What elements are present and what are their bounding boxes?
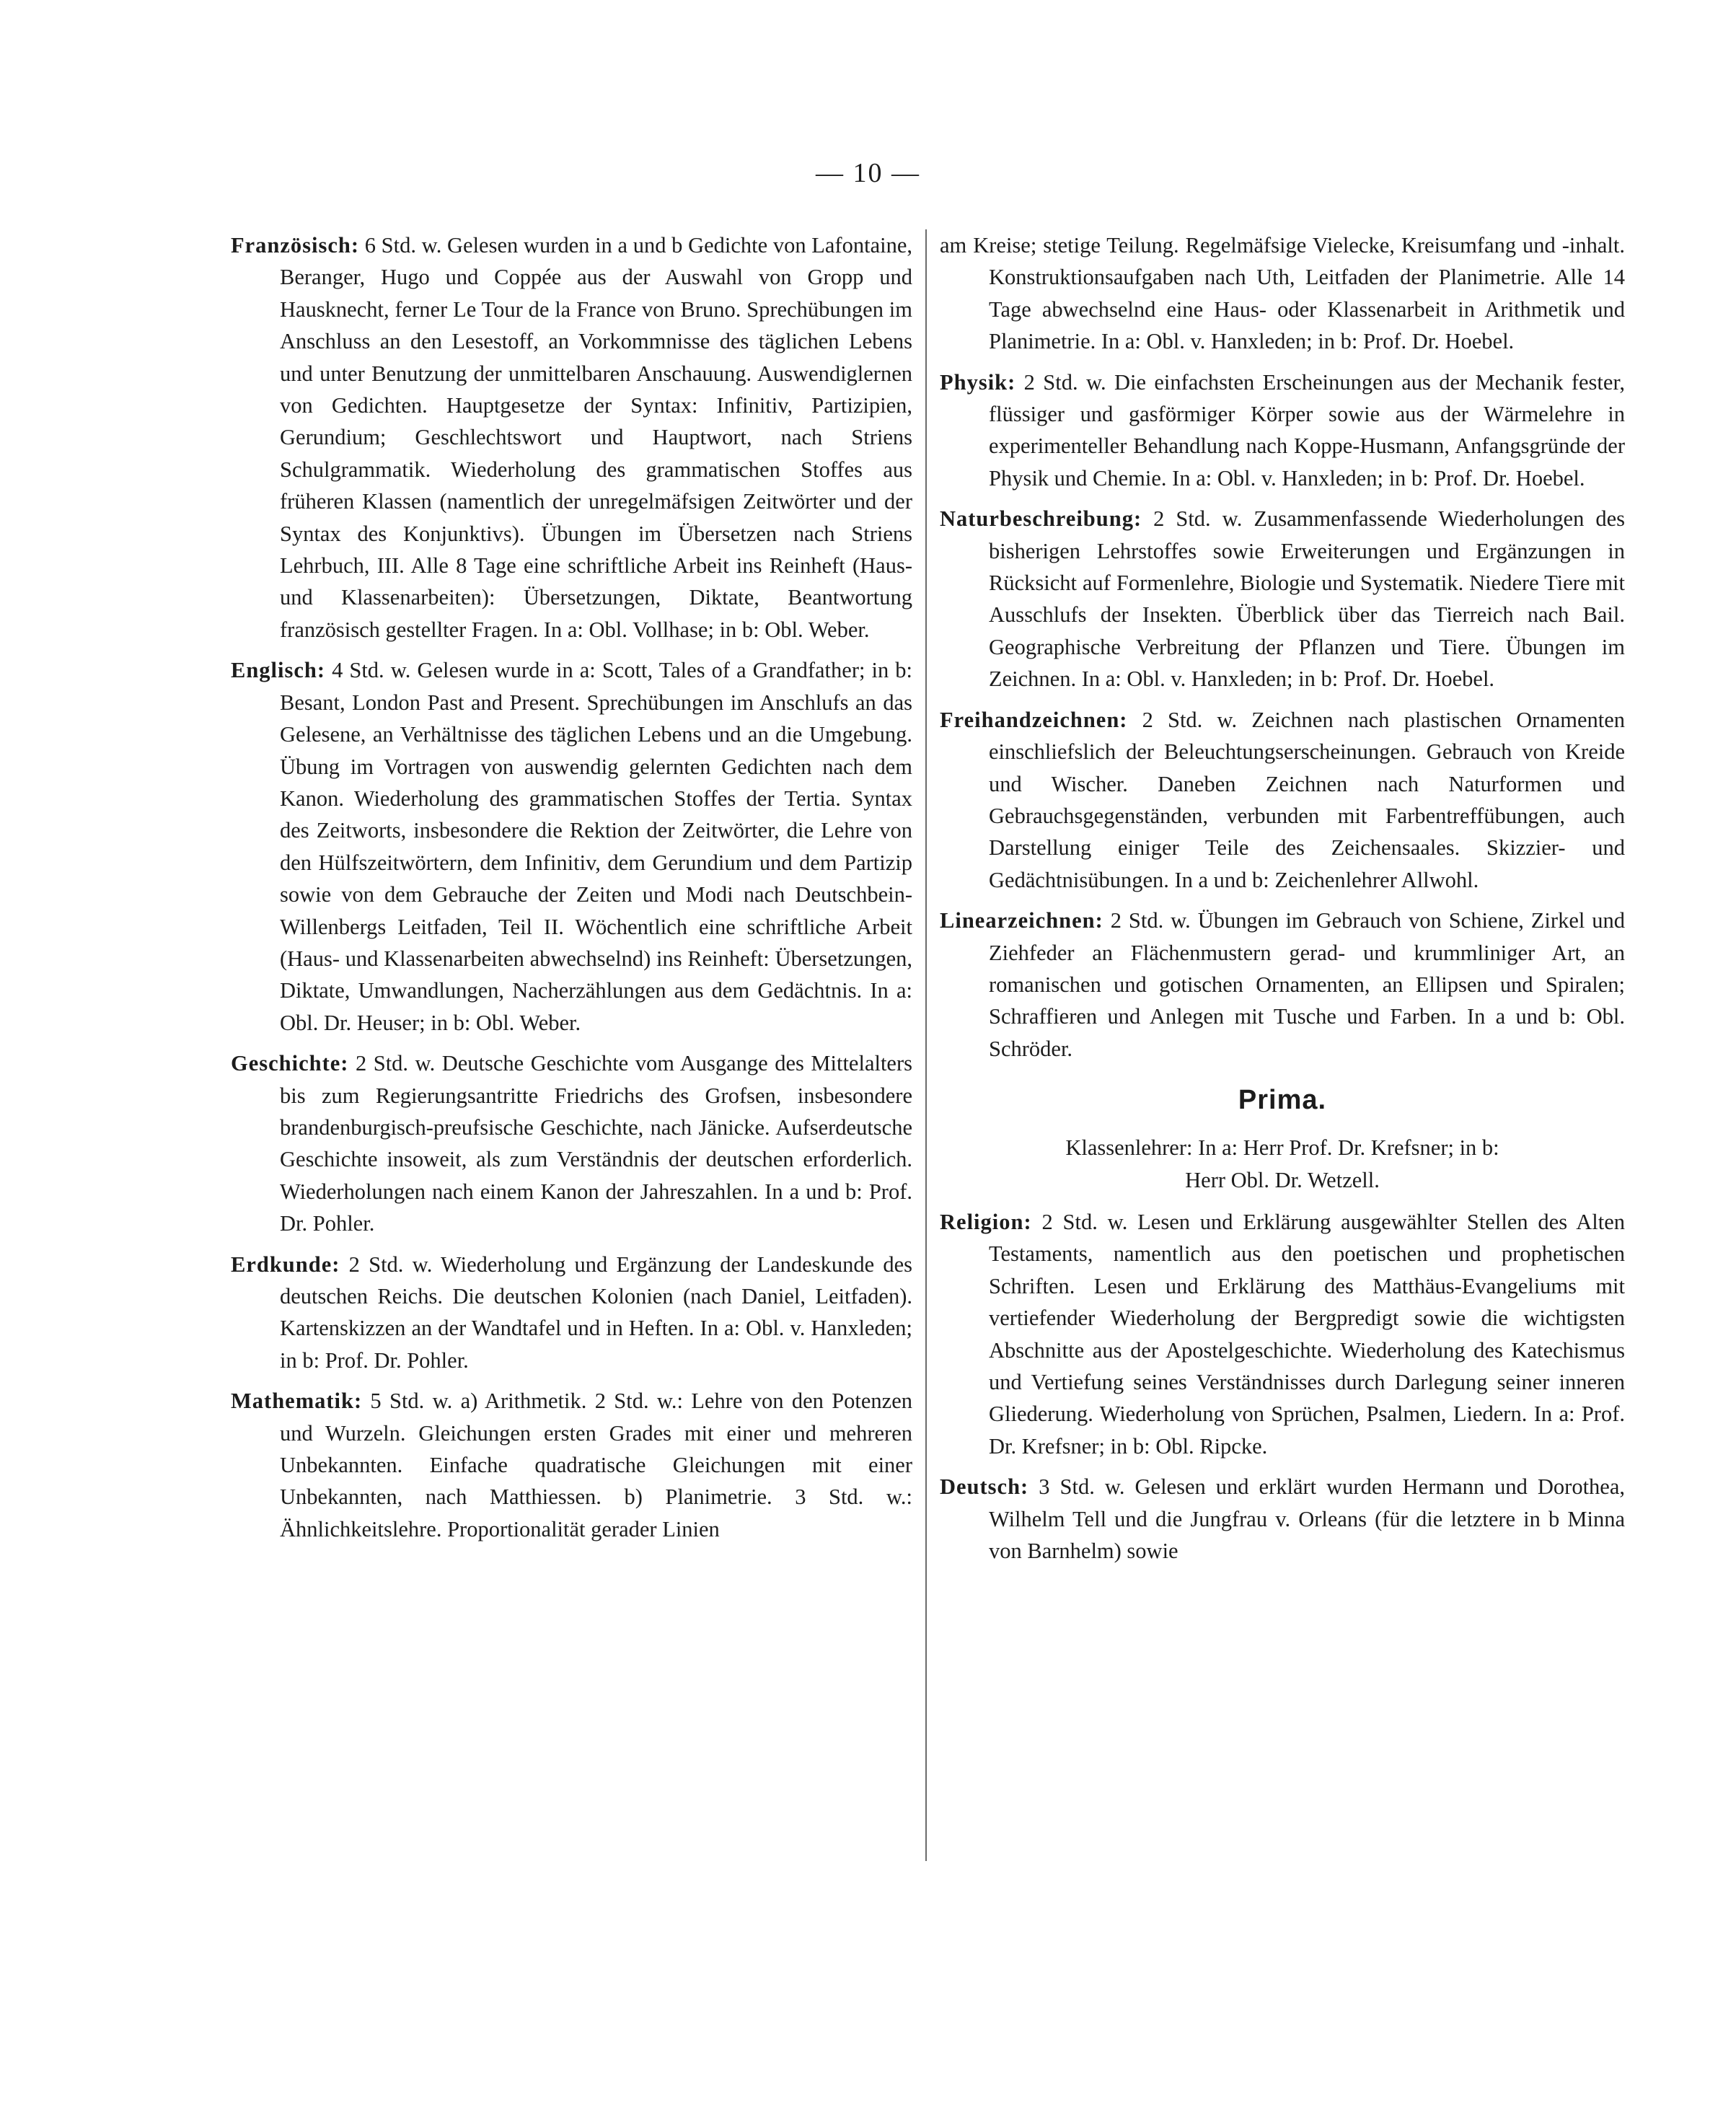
entry-deutsch [940,1471,1625,1567]
entry-erdkunde [231,1249,912,1377]
subject-label: Physik: [940,369,1016,395]
right-column [940,229,1625,1575]
entry-franzoesisch [231,229,912,646]
subject-label: Geschichte: [231,1051,349,1076]
entry-mathematik [231,1385,912,1545]
entry-text: 2 Std. w. Lesen und Erklärung ausgewählter Stellen des Alten Testaments, namentlich aus den poetischen und prophetischen Schriften. Lesen und Erklärung des Matthäus-Evangeliums mit vertiefender Wiederholung der Bergpredigt sowie die wichtigsten Abschnitte aus der Apostelgeschichte. Wiederholung des Katechismus und Vertiefung seines Verständnisses durch Darlegung seiner inneren Gliederung. Wiederholung von Sprüchen, Psalmen, Liedern. In a: Prof. Dr. Krefsner; in b: Obl. Ripcke. [989,1209,1625,1459]
subject-label: Freihandzeichnen: [940,707,1128,732]
entry-englisch [231,654,912,1039]
entry-physik [940,366,1625,495]
entry-mathematik-continued [940,229,1625,358]
column-divider [925,229,927,1861]
entry-text: 2 Std. w. Deutsche Geschichte vom Ausgange des Mittelalters bis zum Regierungsantritte Friedrichs des Grofsen, insbesondere brandenburgisch-preufsische Geschichte, nach Jänicke. Aufserdeutsche Geschichte insoweit, als zum Verständnis der deutschen erforderlich. Wiederholungen nach einem Kanon der Jahreszahlen. In a und b: Prof. Dr. Pohler. [280,1051,912,1236]
entry-linearzeichnen [940,905,1625,1065]
entry-text: 2 Std. w. Die einfachsten Erscheinungen aus der Mechanik fester, flüssiger und gasförmiger Körper sowie aus der Wärmelehre in experimenteller Behandlung nach Koppe-Husmann, Anfangsgründe der Physik und Chemie. In a: Obl. v. Hanxleden; in b: Prof. Dr. Hoebel. [989,369,1625,491]
subject-label: Naturbeschreibung: [940,506,1142,532]
subject-label: Erdkunde: [231,1252,340,1277]
class-teacher-line-1: Klassenlehrer: In a: Herr Prof. Dr. Krefsner; in b: [1065,1135,1499,1161]
section-title-prima: Prima. [1238,1085,1327,1116]
subject-label: Französisch: [231,233,360,258]
left-column [231,229,912,1554]
subject-label: Englisch: [231,658,326,683]
entry-text: 4 Std. w. Gelesen wurde in a: Scott, Tales of a Grandfather; in b: Besant, London Past and Present. Sprechübungen im Anschlufs an das Gelesene, an Verhältnisse des täglichen Lebens und an die Umgebung. Übung im Vortragen von auswendig gelernten Gedichten nach dem Kanon. Wiederholung des grammatischen Stoffes der Tertia. Syntax des Zeitworts, insbesondere die Rektion der Zeitwörter, die Lehre von den Hülfszeitwörtern, dem Infinitiv, dem Gerundium und dem Partizip sowie von dem Gebrauche der Zeiten und Modi nach Deutschbein-Willenbergs Leitfaden, Teil II. Wöchentlich eine schriftliche Arbeit (Haus- und Klassenarbeiten abwechselnd) ins Reinheft: Übersetzungen, Diktate, Umwandlungen, Nacherzählungen aus dem Gedächtnis. In a: Obl. Dr. Heuser; in b: Obl. Weber. [280,658,912,1035]
entry-text: 2 Std. w. Zusammenfassende Wiederholungen des bisherigen Lehrstoffes sowie Erweiterungen und Ergänzungen in Rücksicht auf Formenlehre, Biologie und Systematik. Niedere Tiere mit Ausschlufs der Insekten. Überblick über das Tierreich nach Bail. Geographische Verbreitung der Pflanzen und Tiere. Übungen im Zeichnen. In a: Obl. v. Hanxleden; in b: Prof. Dr. Hoebel. [989,506,1625,692]
entry-freihandzeichnen [940,704,1625,896]
entry-text: 5 Std. w. a) Arithmetik. 2 Std. w.: Lehre von den Potenzen und Wurzeln. Gleichungen ersten Grades mit einer und mehreren Unbekannten. Einfache quadratische Gleichungen mit einer Unbekannten, nach Matthiessen. b) Planimetrie. 3 Std. w.: Ähnlichkeitslehre. Proportionalität gerader Linien [280,1389,912,1541]
subject-label: Religion: [940,1209,1032,1234]
entry-naturbeschreibung [940,503,1625,695]
entry-text: 3 Std. w. Gelesen und erklärt wurden Hermann und Dorothea, Wilhelm Tell und die Jungfrau v. Orleans (für die letztere in b Minna von Barnhelm) sowie [989,1474,1625,1564]
subject-label: Deutsch: [940,1474,1029,1500]
entry-text: 2 Std. w. Wiederholung und Ergänzung der Landeskunde des deutschen Reichs. Die deutschen Kolonien (nach Daniel, Leitfaden). Kartenskizzen an der Wandtafel und in Heften. In a: Obl. v. Hanxleden; in b: Prof. Dr. Pohler. [280,1252,912,1373]
entry-text: am Kreise; stetige Teilung. Regelmäfsige Vielecke, Kreisumfang und -inhalt. Konstruktionsaufgaben nach Uth, Leitfaden der Planimetrie. Alle 14 Tage abwechselnd eine Haus- oder Klassenarbeit in Arithmetik und Planimetrie. In a: Obl. v. Hanxleden; in b: Prof. Dr. Hoebel. [940,233,1625,354]
entry-geschichte [231,1047,912,1239]
entry-text: 6 Std. w. Gelesen wurden in a und b Gedichte von Lafontaine, Beranger, Hugo und Coppée aus der Auswahl von Gropp und Hausknecht, ferner Le Tour de la France von Bruno. Sprechübungen im Anschluss an den Lesestoff, an Vorkommnisse des täglichen Lebens und unter Benutzung der unmittelbaren Anschauung. Auswendiglernen von Gedichten. Hauptgesetze der Syntax: Infinitiv, Partizipien, Gerundium; Geschlechtswort und Hauptwort, nach Striens Schulgrammatik. Wiederholung des grammatischen Stoffes aus früheren Klassen (namentlich der unregelmäfsigen Zeitwörter und der Syntax des Konjunktivs). Übungen im Übersetzen nach Striens Lehrbuch, III. Alle 8 Tage eine schriftliche Arbeit ins Reinheft (Haus- und Klassenarbeiten): Übersetzungen, Diktate, Beantwortung französisch gestellter Fragen. In a: Obl. Vollhase; in b: Obl. Weber. [280,233,912,642]
subject-label: Mathematik: [231,1389,363,1414]
class-teacher-line [940,1132,1625,1196]
entry-text: 2 Std. w. Übungen im Gebrauch von Schiene, Zirkel und Ziehfeder an Flächenmustern gerad- und krummliniger Art, an romanischen und gotischen Ornamenten, an Ellipsen und Spiralen; Schraffieren und Anlegen mit Tusche und Farben. In a und b: Obl. Schröder. [989,908,1625,1061]
class-teacher-line-2: Herr Obl. Dr. Wetzell. [1185,1167,1380,1192]
entry-text: 2 Std. w. Zeichnen nach plastischen Ornamenten einschliefslich der Beleuchtungserscheinungen. Gebrauch von Kreide und Wischer. Daneben Zeichnen nach Naturformen und Gebrauchsgegenständen, verbunden mit Farbentreffübungen, auch Darstellung einiger Teile des Zeichensaales. Skizzier- und Gedächtnisübungen. In a und b: Zeichenlehrer Allwohl. [989,707,1625,892]
page-number: — 10 — [816,158,920,188]
entry-religion [940,1206,1625,1462]
subject-label: Linearzeichnen: [940,908,1103,933]
